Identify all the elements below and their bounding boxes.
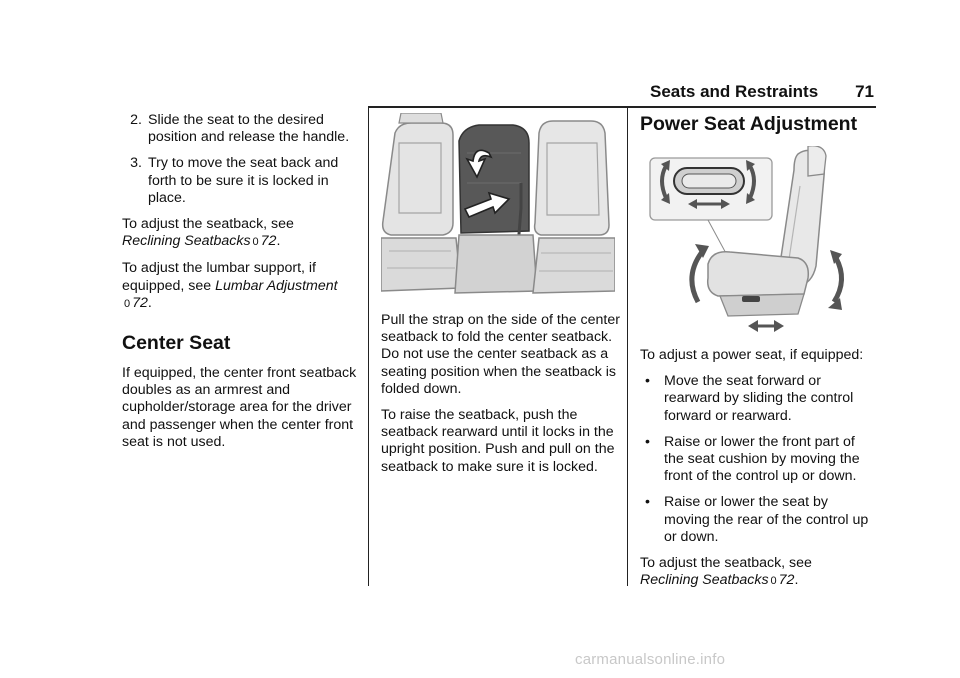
header-rule [368, 106, 876, 108]
column-1 [122, 112, 358, 460]
bullet-text: Raise or lower the seat by moving the rear of the control up or down. [664, 494, 869, 545]
step-text: Slide the seat to the desired position and release the handle. [148, 112, 350, 146]
page-ref-icon: 0 [770, 575, 777, 588]
section-title: Seats and Restraints [650, 82, 819, 101]
column-2 [381, 312, 621, 485]
reclining-seatbacks-link[interactable]: Reclining Seatbacks [122, 233, 251, 250]
watermark: carmanualsonline.info [575, 651, 726, 668]
power-seat-intro: To adjust a power seat, if equipped: [640, 347, 864, 363]
bullet-mark: • [645, 433, 650, 450]
bullet-mark: • [645, 494, 650, 511]
bullet-item [640, 494, 876, 546]
bullet-item [640, 434, 876, 486]
center-seat-figure [381, 113, 615, 306]
lumbar-adjustment-link[interactable]: Lumbar Adjustment [215, 277, 338, 294]
lumbar-reference: To adjust the lumbar support, if equipped, see Lumbar Adjustment 0 72. [122, 260, 338, 311]
raise-instructions: To raise the seatback, push the seatback rearward until it locks in the upright position. Push and pull on the seatback to make sure it is locked. [381, 407, 615, 475]
center-seat-heading: Center Seat [122, 332, 231, 355]
seatback-reference: To adjust the seatback, see Reclining Seatbacks 0 72. [640, 555, 812, 589]
step-number: 2. [130, 112, 142, 128]
step-3 [122, 155, 358, 207]
page-number: 71 [855, 82, 874, 101]
bullet-text: Raise or lower the front part of the seat cushion by moving the front of the control up or down. [664, 433, 860, 485]
column-3 [640, 112, 876, 146]
running-header [650, 82, 874, 102]
bullet-text: Move the seat forward or rearward by sliding the control forward or rearward. [664, 373, 854, 424]
step-text: Try to move the seat back and forth to be sure it is locked in place. [148, 155, 339, 206]
step-2 [122, 112, 358, 146]
page-ref-icon: 0 [252, 236, 259, 249]
power-seat-illustration [648, 146, 872, 336]
power-seat-figure [648, 146, 872, 341]
column-3-text [640, 347, 876, 599]
step-number: 3. [130, 155, 142, 172]
fold-instructions: Pull the strap on the side of the center seatback to fold the center seatback. Do not use the center seatback as a seating position when the seatback is folded down. [381, 312, 620, 397]
seatback-reference: To adjust the seatback, see Reclining Seatbacks 0 72. [122, 216, 294, 250]
center-seat-illustration [381, 113, 615, 301]
bullet-item [640, 373, 876, 425]
reclining-seatbacks-link[interactable]: Reclining Seatbacks [640, 572, 769, 589]
page-ref-icon: 0 [124, 297, 131, 310]
column-divider-1 [368, 106, 369, 586]
center-seat-text: If equipped, the center front seatback doubles as an armrest and cupholder/storage area for the driver and passenger when the center front seat is not used. [122, 365, 357, 450]
bullet-mark: • [645, 373, 650, 390]
page-ref-72[interactable]: 72 [260, 233, 277, 250]
power-seat-heading: Power Seat Adjustment [640, 113, 858, 135]
column-divider-2 [627, 106, 628, 586]
page-ref-72[interactable]: 72 [778, 572, 795, 589]
page-ref-72[interactable]: 72 [132, 294, 148, 311]
